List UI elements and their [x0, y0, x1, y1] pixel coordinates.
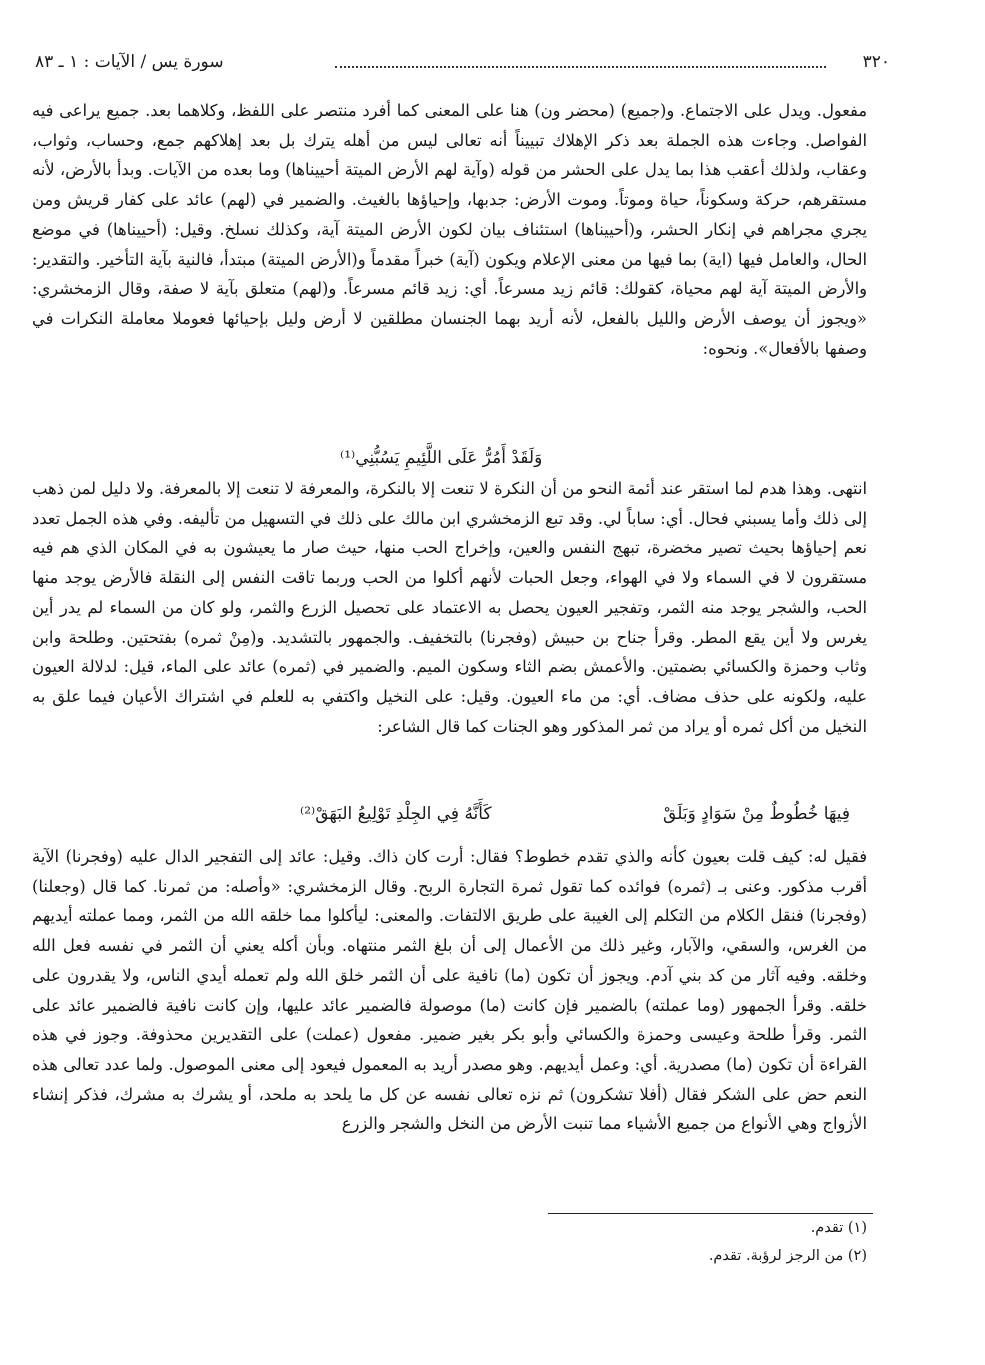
page-header	[35, 52, 890, 78]
body-paragraph-3: فقيل له: كيف قلت بعيون كأنه والذي تقدم خطوط؟ فقال: أرت كان ذاك. وقيل: عائد إلى التفجير الدال عليه (وفجرنا) الآية أقرب مذكور. وعنى بـ (ثمره) فوائده كما تقول ثمرة التجارة الربح. وقال الزمخشري: «وأصله: من ثمرنا. كما قال (وجعلنا) (وفجرنا) فنقل الكلام من التكلم إلى الغيبة على طريق الالتفات. والمعنى: ليأكلوا مما خلقه الله من الثمر، ومما عملته أيديهم من الغرس، والسقي، والآبار، وغير ذلك من الأعمال إلى أن بلغ الثمر منتهاه. وبأن أكله يعني أن الثمر في نفسه فعل الله وخلقه. وفيه آثار من كد بني آدم. ويجوز أن تكون (ما) نافية على أن الثمر خلق الله ولم تعمله أيدي الناس، ولا يقدرون على خلقه. وقرأ الجمهور (وما عملته) بالضمير فإن كانت (ما) موصولة فالضمير عائد عليها، وإن كانت نافية فالضمير عائد على الثمر. وقرأ طلحة وعيسى وحمزة والكسائي وأبو بكر بغير ضمير. مفعول (عملت) على التقديرين محذوفة. وجوز في هذه القراءة أن تكون (ما) مصدرية. أي: وعمل أيديهم. وهو مصدر أريد به المعمول فيعود إلى معنى الموصول. ولما عدد تعالى هذه النعم حض على الشكر فقال (أفلا تشكرون) ثم نزه تعالى نفسه عن كل ما يلحد به ملحد، أو يشرك به مشرك، فذكر إنشاء الأزواج وهي الأنواع من جميع الأشياء مما تنبت الأرض من النخل والشجر والزرع	[32, 847, 867, 1134]
poetry-verse-2-first-hemistich: فِيهَا خُطُوطٌ مِنْ سَوَادٍ وَبَلَقْ	[663, 804, 850, 824]
page-number: ٣٢٠	[862, 52, 890, 72]
poetry-verse-2-second-hemistich: كَأَنَّهُ فِي الجِلْدِ تَوْلِيعُ البَهَقْ⁽²⁾	[300, 804, 492, 824]
running-title: سورة يس / الآيات : ١ ـ ٨٣	[35, 52, 224, 72]
footnote-1: (١) تقدم.	[810, 1220, 867, 1236]
poetry-verse-1: وَلَقَدْ أَمُرُّ عَلَى اللَّئِيمِ يَسُبُّنِي⁽¹⁾	[340, 448, 543, 468]
footnote-2: (٢) من الرجز لرؤبة. تقدم.	[708, 1248, 867, 1264]
footnote-separator	[548, 1213, 873, 1214]
body-paragraph-1: مفعول. ويدل على الاجتماع. و(جميع) (محضر ون) هنا على المعنى كما أفرد منتصر على اللفظ، وكلاهما بعد. جميع يراعى فيه الفواصل. وجاءت هذه الجملة بعد ذكر الإهلاك تبييناً أنه تعالى ليس من أهله يترك بل بعد إهلاكهم جمع، وحساب، وثواب، وعقاب، ولذلك أعقب هذا بما يدل على الحشر من قوله (وآية لهم الأرض الميتة أحييناها) وما بعده من الآيات. وبدأ بالأرض، لأنه مستقرهم، حركة وسكوناً، حياة وموتاً. وموت الأرض: جدبها، وإحياؤها بالغيث. والضمير في (لهم) عائد على كفار قريش ومن يجري مجراهم في إنكار الحشر، و(أحييناها) استئناف بيان لكون الأرض الميتة آية، وكذلك نسلخ. وقيل: (أحييناها) في موضع الحال، والعامل فيها (اية) بما فيها من معنى الإعلام ويكون (آية) خبراً مقدماً و(الأرض الميتة) مبتدأ، فالنية بآية التأخير. والتقدير: والأرض الميتة آية لهم محياة، كقولك: قائم زيد مسرعاً. أي: زيد قائم مسرعاً. و(لهم) متعلق بآية لا صفة، وقال الزمخشري: «ويجوز أن يوصف الأرض والليل بالفعل، لأنه أريد بهما الجنسان مطلقين لا أرض وليل بإحيائها فعوملا معاملة النكرات في وصفها بالأفعال». ونحوه:	[32, 101, 867, 358]
body-paragraph-2: انتهى. وهذا هدم لما استقر عند أئمة النحو من أن النكرة لا تنعت إلا بالنكرة، والمعرفة لا تنعت إلا بالمعرفة. ولا دليل لمن ذهب إلى ذلك وأما يسبني فحال. أي: ساباً لي. وقد تبع الزمخشري ابن مالك على ذلك في التسهيل من تأليفه. وفي هذه الجمل تعدد نعم إحياؤها بحيث تصير مخضرة، تبهج النفس والعين، وإخراج الحب منها، حيث صار ما يعيشون به في المكان الذي هم فيه مستقرون لا في السماء ولا في الهواء، وجعل الحبات لأنهم أكلوا من الحب وربما تاقت النفس إلى النقلة فالأرض يوجد منها الحب، والشجر يوجد منه الثمر، وتفجير العيون يحصل به الاعتماد على تحصيل الزرع والثمر، ولو كان من السماء لم يدر أين يغرس ولا أين يقع المطر. وقرأ جناح بن حبيش (وفجرنا) بالتخفيف. والجمهور بالتشديد. و(مِنْ ثمره) بفتحتين. وطلحة وابن وثاب وحمزة والكسائي بضمتين. والأعمش بضم الثاء وسكون الميم. والضمير في (ثمره) عائد على الماء، قيل: لدلالة العيون عليه، ولكونه على حذف مضاف. أي: من ماء العيون. وقيل: على النخيل واكتفي به للعلم في اشتراك الأعيان فيما علق به النخيل من أكل ثمره أو يراد من ثمر المذكور وهو الجنات كما قال الشاعر:	[32, 479, 867, 736]
header-dotted-leader	[335, 66, 826, 68]
